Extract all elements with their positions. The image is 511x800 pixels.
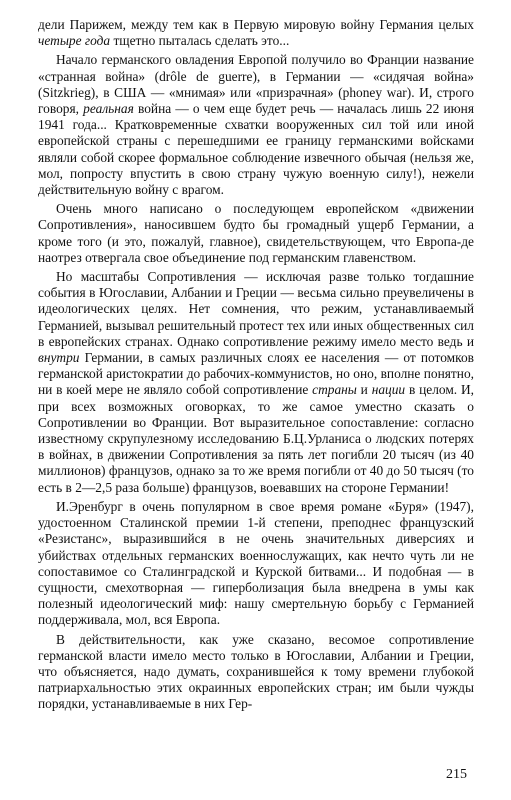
paragraph: Начало германского овладения Европой получило во Франции название «странная война» (drôle de guerre), в Германии — «сидячая война» (Sitzkrieg), в США — «мнимая» или «призрачная» (phoney war). И, строго говоря, реальная война — о чем еще будет речь — началась лишь 22 июня 1941 года... Кратковременные схватки вооруженных сил той или иной европейской страны с перешедшими ее границу германскими войсками являли собой скорее формальное соблюдение извечного обычая (нельзя же, мол, попросту впустить в свою страну чужую военную силу!), нежели действительную войну с врагом.: [38, 52, 474, 198]
page-text-body: [38, 17, 474, 713]
paragraph: В действительности, как уже сказано, весомое сопротивление германской власти имело место только в Югославии, Албании и Греции, что объясняется, надо думать, сохранившейся к тому времени глубокой патриархальностью этих окраинных европейских стран; им были чужды порядки, устанавливаемые в них Гер-: [38, 631, 474, 712]
page-number: 215: [446, 767, 467, 782]
paragraph: дели Парижем, между тем как в Первую мировую войну Германия целых четыре года тщетно пыталась сделать это...: [38, 17, 474, 49]
emphasis-text: внутри: [38, 350, 80, 366]
emphasis-text: четыре года: [38, 33, 111, 49]
paragraph: Очень много написано о последующем европейском «движении Сопротивления», наносившем будто бы громадный ущерб Германии, а кроме того (и это, пожалуй, главное), свидетельствующем, что Европа-де наотрез отвергала свое объединение под германским главенством.: [38, 201, 474, 265]
emphasis-text: нации: [371, 382, 406, 398]
emphasis-text: страны: [312, 382, 357, 398]
paragraph: Но масштабы Сопротивления — исключая разве только тогдашние события в Югославии, Албании и Греции — весьма сильно преувеличены в идеологических целях. Нет сомнения, что режим, устанавливаемый Германией, вызывал решительный протест тех или иных общественных сил в европейских странах. Однако сопротивление режиму имело место ведь и внутри Германии, в самых различных слоях ее населения — от потомков германской аристократии до рабочих-коммунистов, но оно, вполне понятно, ни в коей мере не являло собой сопротивление страны и нации в целом. И, при всех возможных оговорках, то же самое уместно сказать о Сопротивлении во Франции. Вот выразительное сопоставление: согласно известному скрупулезному исследованию Б.Ц.Урланиса о людских потерях в войнах, в движении Сопротивления за пять лет погибли 20 тысяч (из 40 миллионов) французов, однако за то же время погибли от 40 до 50 тысяч (то есть в 2—2,5 раза больше) французов, воевавших на стороне Германии!: [38, 269, 474, 495]
paragraph: И.Эренбург в очень популярном в свое время романе «Буря» (1947), удостоенном Сталинской премии 1-й степени, преподнес французский «Резистанс», выразившийся в не очень значительных диверсиях и убийствах отдельных германских военнослужащих, как нечто чуть ли не сопоставимое со Сталинградской и Курской битвами... И подобная — в сущности, смехотворная — гиперболизация была внедрена в умы как полезный идеологический миф: нашу смертельную борьбу с Германией поддерживала, мол, вся Европа.: [38, 498, 474, 628]
emphasis-text: реальная: [83, 101, 134, 117]
